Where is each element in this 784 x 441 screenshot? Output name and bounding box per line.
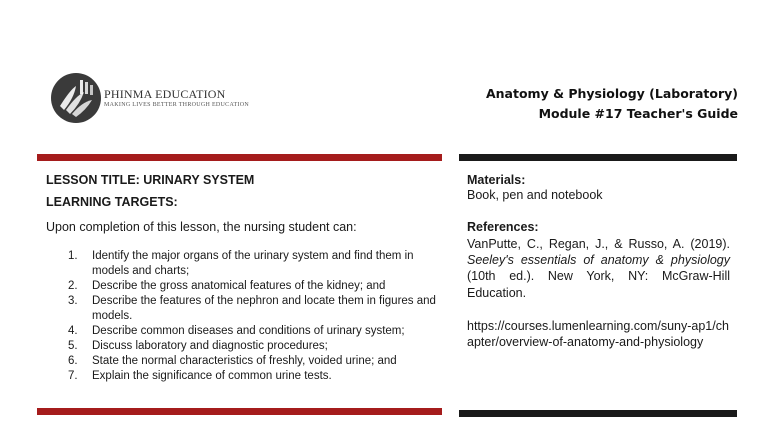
item-number: 5. [68, 340, 78, 352]
citation-authors: VanPutte, C., Regan, J., & Russo, A. (2019). [467, 237, 730, 251]
learning-target-item [68, 279, 438, 294]
materials-text: Book, pen and notebook [467, 188, 603, 202]
bottom-left-divider [37, 408, 442, 415]
bottom-right-divider [459, 410, 737, 417]
item-text: Discuss laboratory and diagnostic procedures; [92, 340, 328, 352]
reference-url: https://courses.lumenlearning.com/suny-ap1/chapter/overview-of-anatomy-and-physiology [467, 319, 729, 350]
item-number: 4. [68, 325, 78, 337]
citation-book-title: Seeley's essentials of anatomy & physiology [467, 253, 730, 268]
reference-citation [467, 236, 730, 301]
item-text: Describe the features of the nephron and locate them in figures and models. [92, 295, 436, 322]
item-text: Describe common diseases and conditions of urinary system; [92, 325, 405, 337]
item-text: Explain the significance of common urine tests. [92, 370, 332, 382]
learning-target-item [68, 324, 438, 339]
learning-target-item [68, 249, 438, 279]
top-left-divider [37, 154, 442, 161]
phinma-logo [50, 72, 249, 124]
phinma-emblem-icon [50, 72, 102, 124]
learning-target-item [68, 369, 438, 384]
learning-target-item [68, 294, 438, 324]
lesson-title: LESSON TITLE: URINARY SYSTEM [46, 173, 255, 187]
item-number: 3. [68, 295, 78, 307]
item-number: 7. [68, 370, 78, 382]
learning-targets-heading: LEARNING TARGETS: [46, 195, 178, 209]
item-number: 2. [68, 280, 78, 292]
item-number: 1. [68, 250, 78, 262]
course-title: Anatomy & Physiology (Laboratory) [485, 86, 738, 101]
learning-targets-list [68, 249, 438, 384]
learning-target-item [68, 354, 438, 369]
top-right-divider [459, 154, 737, 161]
item-text: Identify the major organs of the urinary system and find them in models and charts; [92, 250, 414, 277]
item-number: 6. [68, 355, 78, 367]
learning-target-item [68, 339, 438, 354]
logo-name: PHINMA EDUCATION [104, 87, 226, 101]
logo-tagline: MAKING LIVES BETTER THROUGH EDUCATION [104, 102, 249, 108]
item-text: State the normal characteristics of freshly, voided urine; and [92, 355, 397, 367]
learning-targets-intro: Upon completion of this lesson, the nursing student can: [46, 220, 357, 234]
references-heading: References: [467, 220, 539, 234]
module-subtitle: Module #17 Teacher's Guide [538, 106, 738, 121]
citation-publisher: (10th ed.). New York, NY: McGraw-Hill Education. [467, 269, 730, 300]
item-text: Describe the gross anatomical features of the kidney; and [92, 280, 386, 292]
materials-heading: Materials: [467, 173, 526, 187]
